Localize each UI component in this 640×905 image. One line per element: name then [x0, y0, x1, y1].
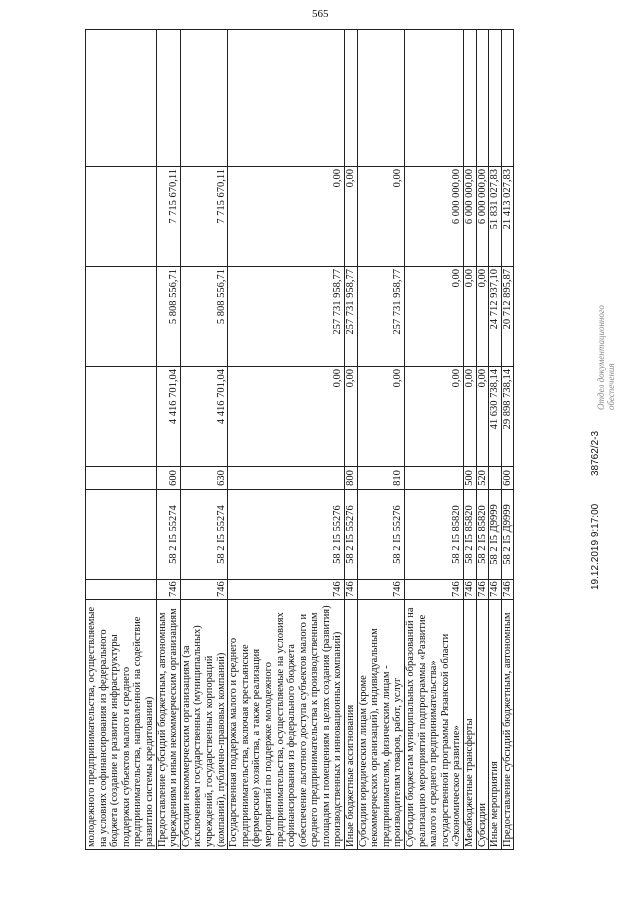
cell-v4 [405, 30, 464, 167]
table-row [357, 30, 404, 850]
cell-code: 746 [464, 580, 477, 600]
page-number: 565 [312, 8, 329, 20]
table-row [228, 30, 345, 850]
cell-v1: 0,00 [476, 367, 489, 467]
cell-v3: 0,00 [228, 167, 345, 267]
cell-v2: 0,00 [476, 267, 489, 367]
cell-code: 746 [357, 580, 404, 600]
cell-v3: 0,00 [357, 167, 404, 267]
cell-v2: 257 731 958,77 [345, 267, 358, 367]
cell-name: Субсидии некоммерческим организациям (за исключением государственных (муниципальных) учреждений, государственных корпораций (компаний), публично-правовых компаний) [180, 600, 227, 850]
stamp-line: обеспечения [606, 363, 616, 410]
cell-kcsr: 58 2 I5 55276 [228, 490, 345, 580]
cell-kvr [86, 467, 157, 490]
cell-v4 [357, 30, 404, 167]
table-row [405, 30, 464, 850]
cell-v1: 4 416 701,04 [180, 367, 227, 467]
cell-v4 [180, 30, 227, 167]
footer [590, 431, 601, 590]
cell-v4 [228, 30, 345, 167]
cell-code: 746 [228, 580, 345, 600]
cell-v1: 0,00 [345, 367, 358, 467]
stamp-line: Отдел документационного [596, 305, 606, 410]
cell-kcsr: 58 2 I5 85820 [405, 490, 464, 580]
cell-v3: 7 715 670,11 [156, 167, 180, 267]
cell-v2: 0,00 [464, 267, 477, 367]
cell-v4 [345, 30, 358, 167]
cell-v3: 6 000 000,00 [405, 167, 464, 267]
cell-v4 [476, 30, 489, 167]
cell-kvr: 500 [464, 467, 477, 490]
cell-code: 746 [345, 580, 358, 600]
cell-name: Субсидии бюджетам муниципальных образований на реализацию мероприятий подпрограммы «Развитие малого и среднего предпринимательства» государственной программы Рязанской области «Экономическое развитие» [405, 600, 464, 850]
cell-v3: 7 715 670,11 [180, 167, 227, 267]
cell-v4 [156, 30, 180, 167]
cell-v3: 0,00 [345, 167, 358, 267]
cell-kcsr: 58 2 I5 Д9999 [501, 490, 514, 580]
cell-v1: 29 898 738,14 [501, 367, 514, 467]
cell-v2 [86, 267, 157, 367]
table-row [345, 30, 358, 850]
cell-v3 [86, 167, 157, 267]
cell-kvr: 810 [357, 467, 404, 490]
cell-code: 746 [489, 580, 502, 600]
footer-doc-id: 38762/2-3 [590, 430, 601, 476]
cell-name: молодежного предпринимательства, осуществляемые на условиях софинансирования из федерального бюджета (создание и развитие инфраструктуры поддержки субъектов малого и среднего предпринимательства, направленной на содействие развитию системы кредитования) [86, 600, 157, 850]
cell-kvr: 600 [501, 467, 514, 490]
rotated-page-content [85, 30, 588, 850]
stamp [596, 305, 616, 410]
cell-code: 746 [501, 580, 514, 600]
cell-v4 [86, 30, 157, 167]
cell-kvr [489, 467, 502, 490]
cell-code: 746 [405, 580, 464, 600]
cell-kvr: 600 [156, 467, 180, 490]
cell-v1 [86, 367, 157, 467]
cell-kcsr: 58 2 I5 55274 [180, 490, 227, 580]
cell-v2: 20 712 895,87 [501, 267, 514, 367]
cell-name: Субсидии юридическим лицам (кроме некоммерческих организаций), индивидуальным предпринимателям, физическим лицам - производителям товаров, работ, услуг [357, 600, 404, 850]
cell-kcsr: 58 2 I5 85820 [464, 490, 477, 580]
cell-v1: 41 630 738,14 [489, 367, 502, 467]
cell-v3: 6 000 000,00 [476, 167, 489, 267]
table-body [86, 30, 514, 850]
cell-v1: 0,00 [405, 367, 464, 467]
cell-kvr: 800 [345, 467, 358, 490]
cell-kcsr: 58 2 I5 55276 [345, 490, 358, 580]
cell-name: Иные мероприятия [489, 600, 502, 850]
cell-kvr [405, 467, 464, 490]
cell-kcsr: 58 2 I5 Д9999 [489, 490, 502, 580]
cell-kvr: 630 [180, 467, 227, 490]
cell-v3: 21 413 027,83 [501, 167, 514, 267]
cell-v1: 0,00 [228, 367, 345, 467]
cell-v2: 5 808 556,71 [180, 267, 227, 367]
cell-v2: 257 731 958,77 [228, 267, 345, 367]
table-row [156, 30, 180, 850]
cell-kcsr: 58 2 I5 55274 [156, 490, 180, 580]
cell-v4 [464, 30, 477, 167]
table-row [489, 30, 502, 850]
cell-v1: 4 416 701,04 [156, 367, 180, 467]
cell-kvr: 520 [476, 467, 489, 490]
cell-v3: 6 000 000,00 [464, 167, 477, 267]
table-row [86, 30, 157, 850]
cell-v1: 0,00 [464, 367, 477, 467]
cell-v2: 0,00 [405, 267, 464, 367]
cell-name: Государственная поддержка малого и среднего предпринимательства, включая крестьянские (фермерские) хозяйства, а также реализация мероприятий по поддержке молодежного предпринимательства, осуществляемые на условиях софинансирования из федерального бюджета (обеспечение льготного доступа субъектов малого и среднего предпринимательства к производственным площадям и помещениям в целях создания (развития) производственных и инновационных компаний) [228, 600, 345, 850]
cell-name: Иные бюджетные ассигнования [345, 600, 358, 850]
cell-v3: 51 831 027,83 [489, 167, 502, 267]
cell-v4 [501, 30, 514, 167]
budget-table [85, 29, 514, 850]
cell-name: Предоставление субсидий бюджетным, автономным учреждениям и иным некоммерческим организациям [156, 600, 180, 850]
cell-kcsr: 58 2 I5 85820 [476, 490, 489, 580]
cell-code: 746 [156, 580, 180, 600]
cell-v4 [489, 30, 502, 167]
cell-v2: 5 808 556,71 [156, 267, 180, 367]
cell-kcsr [86, 490, 157, 580]
cell-code: 746 [476, 580, 489, 600]
cell-code [86, 580, 157, 600]
cell-kcsr: 58 2 I5 55276 [357, 490, 404, 580]
footer-date: 19.12.2019 9:17:00 [590, 503, 601, 590]
table-row [180, 30, 227, 850]
table-row [464, 30, 477, 850]
cell-v1: 0,00 [357, 367, 404, 467]
table-row [476, 30, 489, 850]
cell-v2: 24 712 937,10 [489, 267, 502, 367]
cell-code: 746 [180, 580, 227, 600]
table-row [501, 30, 514, 850]
cell-name: Субсидии [476, 600, 489, 850]
cell-name: Межбюджетные трансферты [464, 600, 477, 850]
cell-v2: 257 731 958,77 [357, 267, 404, 367]
cell-kvr [228, 467, 345, 490]
cell-name: Предоставление субсидий бюджетным, автономным [501, 600, 514, 850]
